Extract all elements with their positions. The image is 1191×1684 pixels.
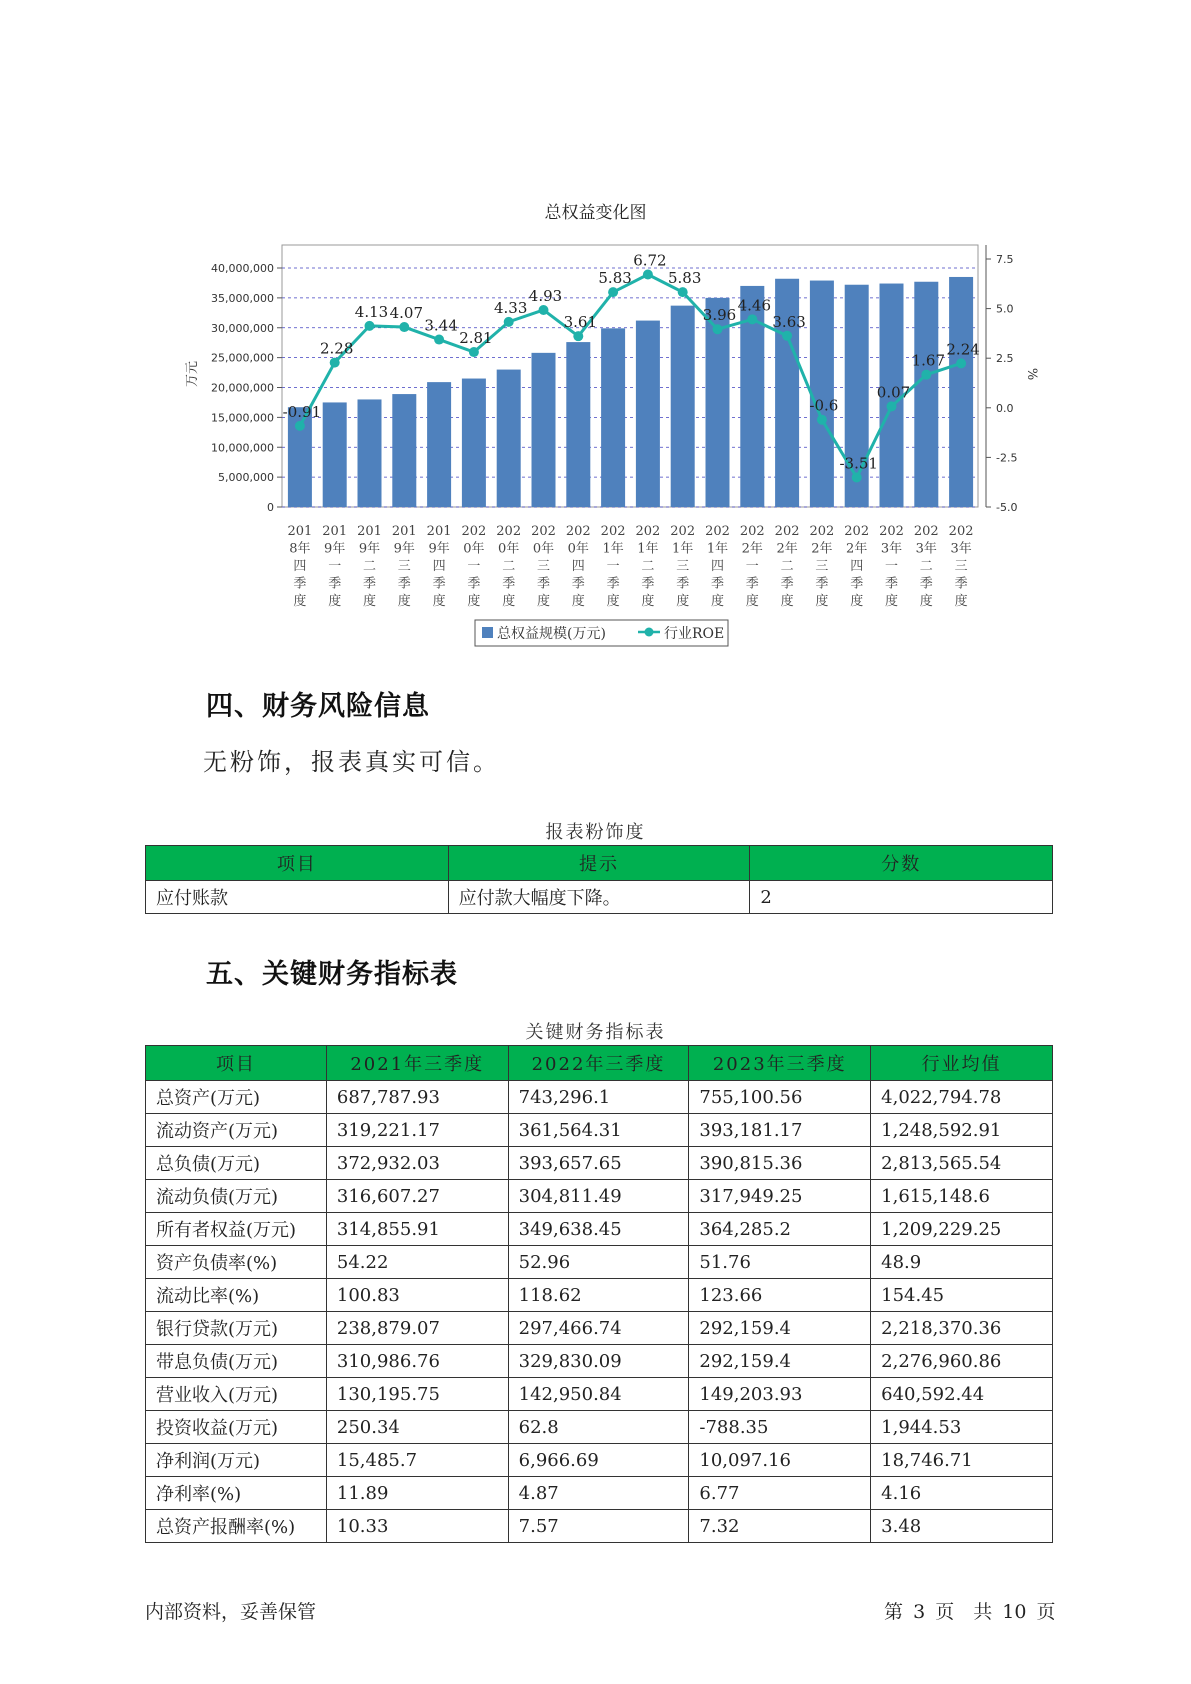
x-tick-label: 季 — [571, 576, 585, 592]
x-tick-label: 一 — [467, 559, 481, 574]
x-tick-label: 二 — [362, 559, 377, 574]
section4-title: 四、财务风险信息 — [206, 691, 430, 722]
bar — [636, 321, 660, 507]
key-indicators-table — [145, 1045, 1053, 1543]
x-tick-label: 202 — [774, 524, 800, 539]
equity-chart — [0, 0, 1191, 660]
x-tick-label: 二 — [502, 559, 516, 574]
x-tick-label: 三 — [815, 559, 829, 574]
table-cell: 1,615,148.6 — [871, 1180, 1053, 1213]
roe-point — [921, 370, 931, 380]
table-row — [146, 1213, 1053, 1246]
roe-point — [399, 322, 409, 332]
x-tick-label: 202 — [705, 524, 730, 539]
x-tick-label: 三 — [676, 559, 690, 574]
table-cell: 10.33 — [326, 1510, 508, 1543]
table-cell: 393,181.17 — [689, 1114, 871, 1147]
page-prefix: 第 — [884, 1601, 904, 1623]
x-tick-label: 一 — [328, 559, 342, 574]
bar — [566, 342, 590, 507]
column-header: 分数 — [750, 846, 1053, 881]
x-tick-label: 度 — [884, 594, 899, 609]
table-cell: 总资产(万元) — [146, 1081, 327, 1114]
table-row — [146, 1411, 1053, 1444]
table-cell: 743,296.1 — [508, 1081, 689, 1114]
y-right-tick-label: 7.5 — [996, 253, 1014, 266]
table-cell: 250.34 — [326, 1411, 508, 1444]
table-cell: 流动资产(万元) — [146, 1114, 327, 1147]
roe-data-label: -0.6 — [809, 396, 839, 415]
x-tick-label: 四 — [432, 559, 446, 574]
table-cell: 营业收入(万元) — [146, 1378, 327, 1411]
roe-data-label: 4.93 — [528, 286, 563, 305]
y-right-tick-label: -5.0 — [996, 501, 1018, 514]
table-cell: 755,100.56 — [689, 1081, 871, 1114]
page-current: 3 — [913, 1601, 926, 1623]
table-cell: 317,949.25 — [689, 1180, 871, 1213]
table-cell: 6,966.69 — [508, 1444, 689, 1477]
roe-data-label: 2.81 — [459, 329, 493, 348]
table-cell: 18,746.71 — [871, 1444, 1053, 1477]
table-cell: 372,932.03 — [326, 1147, 508, 1180]
table-cell: 净利润(万元) — [146, 1444, 327, 1477]
table-cell: 364,285.2 — [689, 1213, 871, 1246]
table-cell: 329,830.09 — [508, 1345, 689, 1378]
roe-point — [504, 317, 514, 327]
x-tick-label: 201 — [357, 524, 382, 539]
table-header-row — [146, 846, 1053, 881]
x-tick-label: 四 — [710, 559, 725, 574]
table-cell: 154.45 — [871, 1279, 1053, 1312]
table-cell: 银行贷款(万元) — [146, 1312, 327, 1345]
x-tick-label: 季 — [536, 576, 551, 592]
section4-text: 无粉饰，报表真实可信。 — [203, 748, 500, 776]
y-left-tick-label: 40,000,000 — [211, 262, 274, 275]
table-cell: 总负债(万元) — [146, 1147, 327, 1180]
x-tick-label: 度 — [293, 594, 307, 609]
x-tick-label: 度 — [328, 594, 342, 609]
x-tick-label: 季 — [432, 576, 446, 592]
table-cell: 48.9 — [871, 1246, 1053, 1279]
x-tick-label: 一 — [745, 559, 759, 574]
key-indicators-table-caption: 关键财务指标表 — [525, 1022, 666, 1043]
x-tick-label: 季 — [954, 576, 968, 592]
column-header: 2021年三季度 — [326, 1046, 508, 1081]
bar — [462, 379, 486, 507]
x-tick-label: 度 — [362, 594, 377, 609]
table-cell: 640,592.44 — [871, 1378, 1053, 1411]
table-row — [146, 1378, 1053, 1411]
table-cell: 123.66 — [689, 1279, 871, 1312]
table-row — [146, 1081, 1053, 1114]
bar — [810, 281, 834, 507]
footer-page-number — [884, 1597, 1056, 1624]
x-tick-label: 季 — [328, 576, 342, 592]
x-tick-label: 2年 — [811, 541, 833, 557]
column-header: 2022年三季度 — [508, 1046, 689, 1081]
x-tick-label: 度 — [606, 594, 620, 609]
y-left-tick-label: 20,000,000 — [211, 381, 274, 395]
y-left-axis-label: 万元 — [185, 360, 200, 388]
table-cell: 7.57 — [508, 1510, 689, 1543]
y-left-tick-label: 25,000,000 — [211, 351, 274, 365]
legend-line-marker — [645, 628, 654, 637]
x-tick-label: 二 — [780, 559, 794, 574]
x-tick-label: 9年 — [324, 541, 346, 557]
table-cell: 100.83 — [326, 1279, 508, 1312]
column-header: 项目 — [146, 846, 449, 881]
column-header: 2023年三季度 — [689, 1046, 871, 1081]
roe-data-label: 0.07 — [876, 383, 911, 402]
x-tick-label: 3年 — [915, 541, 937, 557]
roe-point — [608, 287, 618, 297]
x-tick-label: 度 — [467, 594, 481, 609]
roe-data-label: 4.46 — [737, 296, 772, 315]
x-tick-label: 四 — [571, 559, 585, 574]
table-cell: 130,195.75 — [326, 1378, 508, 1411]
x-tick-label: 度 — [745, 594, 759, 609]
x-tick-label: 季 — [293, 576, 307, 592]
table-row — [146, 1180, 1053, 1213]
table-cell: 3.48 — [871, 1510, 1053, 1543]
x-tick-label: 202 — [461, 524, 487, 539]
table-cell: 净利率(%) — [146, 1477, 327, 1510]
roe-point — [434, 335, 444, 345]
roe-point — [643, 269, 653, 279]
roe-data-label: 3.63 — [772, 312, 806, 331]
table-cell: 15,485.7 — [326, 1444, 508, 1477]
table-cell: 361,564.31 — [508, 1114, 689, 1147]
x-tick-label: 202 — [948, 524, 974, 539]
table-cell: 1,248,592.91 — [871, 1114, 1053, 1147]
x-tick-label: 季 — [919, 576, 933, 592]
x-tick-label: 202 — [565, 524, 591, 539]
x-tick-label: 二 — [919, 559, 933, 574]
x-tick-label: 0年 — [567, 541, 589, 557]
table-cell: 297,466.74 — [508, 1312, 689, 1345]
x-tick-label: 季 — [362, 576, 377, 592]
roe-point — [573, 331, 583, 341]
y-right-tick-label: -2.5 — [996, 451, 1018, 465]
table-cell: 1,209,229.25 — [871, 1213, 1053, 1246]
roe-point — [956, 358, 966, 368]
x-tick-label: 1年 — [602, 541, 624, 557]
table-cell: 资产负债率(%) — [146, 1246, 327, 1279]
x-tick-label: 度 — [571, 594, 585, 609]
window-dressing-table — [145, 845, 1053, 914]
table-row — [146, 1246, 1053, 1279]
x-tick-label: 四 — [850, 559, 864, 574]
x-tick-label: 度 — [919, 594, 933, 609]
table-row — [146, 1147, 1053, 1180]
table-cell: 2,218,370.36 — [871, 1312, 1053, 1345]
table-cell: 310,986.76 — [326, 1345, 508, 1378]
x-tick-label: 季 — [502, 576, 516, 592]
x-tick-label: 201 — [426, 524, 452, 539]
column-header: 项目 — [146, 1046, 327, 1081]
bar — [392, 394, 416, 507]
table-cell: 7.32 — [689, 1510, 871, 1543]
roe-data-label: 3.96 — [702, 306, 737, 325]
table-cell: 314,855.91 — [326, 1213, 508, 1246]
table-cell: -788.35 — [689, 1411, 871, 1444]
roe-data-label: 5.83 — [598, 269, 632, 288]
y-right-tick-label: 5.0 — [996, 302, 1014, 316]
x-tick-label: 3年 — [950, 541, 972, 557]
table-cell: 2,276,960.86 — [871, 1345, 1053, 1378]
table-row — [146, 1477, 1053, 1510]
y-left-tick-label: 5,000,000 — [218, 471, 274, 485]
roe-data-label: 1.67 — [911, 351, 946, 370]
roe-point — [539, 305, 549, 315]
roe-point — [365, 321, 375, 331]
table-cell: 292,159.4 — [689, 1345, 871, 1378]
page-mid: 页 共 — [935, 1601, 993, 1623]
x-tick-label: 0年 — [498, 541, 520, 557]
roe-point — [469, 347, 479, 357]
table-cell: 62.8 — [508, 1411, 689, 1444]
table-header-row — [146, 1046, 1053, 1081]
roe-data-label: 4.07 — [389, 304, 424, 323]
x-tick-label: 201 — [391, 524, 417, 539]
bar — [671, 306, 695, 507]
chart-title: 总权益变化图 — [544, 203, 647, 223]
x-tick-label: 202 — [809, 524, 835, 539]
x-tick-label: 季 — [745, 576, 759, 592]
table-cell: 1,944.53 — [871, 1411, 1053, 1444]
x-tick-label: 度 — [676, 594, 690, 609]
x-tick-label: 201 — [287, 524, 313, 539]
x-tick-label: 202 — [739, 524, 765, 539]
roe-point — [782, 331, 792, 341]
table-cell: 4.16 — [871, 1477, 1053, 1510]
x-tick-label: 202 — [635, 524, 661, 539]
x-tick-label: 季 — [815, 576, 829, 592]
column-header: 提示 — [448, 846, 750, 881]
table-cell: 142,950.84 — [508, 1378, 689, 1411]
table-cell: 54.22 — [326, 1246, 508, 1279]
roe-data-label: 2.28 — [319, 339, 354, 358]
table-cell: 10,097.16 — [689, 1444, 871, 1477]
x-tick-label: 度 — [780, 594, 794, 609]
table-cell: 51.76 — [689, 1246, 871, 1279]
x-tick-label: 季 — [884, 576, 899, 592]
x-tick-label: 季 — [676, 576, 690, 592]
x-tick-label: 二 — [641, 559, 655, 574]
x-tick-label: 2年 — [846, 541, 868, 557]
table-cell: 52.96 — [508, 1246, 689, 1279]
x-tick-label: 1年 — [706, 541, 729, 557]
y-left-tick-label: 10,000,000 — [211, 441, 274, 455]
bar — [497, 370, 521, 507]
equity-chart-svg — [0, 0, 1191, 660]
table-cell: 所有者权益(万元) — [146, 1213, 327, 1246]
x-tick-label: 度 — [641, 594, 655, 609]
y-left-tick-label: 15,000,000 — [211, 411, 274, 425]
x-tick-label: 四 — [293, 559, 307, 574]
bar — [427, 382, 451, 507]
x-tick-label: 202 — [496, 524, 522, 539]
page-total: 10 — [1002, 1601, 1027, 1623]
table-cell: 2 — [750, 881, 1053, 914]
x-tick-label: 3年 — [880, 541, 903, 557]
x-tick-label: 一 — [884, 559, 899, 574]
bar — [601, 328, 625, 507]
bar — [358, 399, 382, 507]
x-tick-label: 三 — [954, 559, 968, 574]
x-tick-label: 202 — [531, 524, 556, 539]
table-cell: 应付账款 — [146, 881, 449, 914]
y-left-tick-label: 35,000,000 — [211, 291, 274, 305]
legend-bar-swatch — [482, 627, 493, 638]
roe-data-label: 4.33 — [493, 298, 528, 317]
x-tick-label: 一 — [606, 559, 620, 574]
table-cell: 11.89 — [326, 1477, 508, 1510]
footer-confidential-note: 内部资料，妥善保管 — [145, 1601, 317, 1623]
x-tick-label: 1年 — [637, 541, 659, 557]
x-tick-label: 9年 — [358, 541, 381, 557]
legend-line-label: 行业ROE — [664, 626, 725, 642]
x-tick-label: 9年 — [393, 541, 415, 557]
window-dressing-table-caption: 报表粉饰度 — [545, 822, 646, 843]
roe-data-label: -3.51 — [839, 454, 878, 473]
roe-data-label: 2.24 — [946, 340, 980, 359]
x-tick-label: 度 — [850, 594, 864, 609]
x-tick-label: 202 — [670, 524, 696, 539]
roe-data-label: 4.13 — [354, 302, 389, 321]
bar — [323, 402, 347, 507]
x-tick-label: 季 — [641, 576, 655, 592]
x-tick-label: 202 — [600, 524, 626, 539]
section5-title: 五、关键财务指标表 — [206, 959, 458, 990]
x-tick-label: 1年 — [672, 541, 694, 557]
x-tick-label: 201 — [322, 524, 348, 539]
table-cell: 6.77 — [689, 1477, 871, 1510]
roe-point — [295, 421, 305, 431]
x-tick-label: 0年 — [532, 541, 555, 557]
table-cell: 349,638.45 — [508, 1213, 689, 1246]
table-cell: 687,787.93 — [326, 1081, 508, 1114]
table-row — [146, 881, 1053, 914]
table-cell: 238,879.07 — [326, 1312, 508, 1345]
roe-data-label: 5.83 — [667, 269, 702, 288]
bar — [532, 353, 556, 507]
x-tick-label: 季 — [710, 576, 725, 592]
x-tick-label: 202 — [844, 524, 870, 539]
x-tick-label: 度 — [710, 594, 725, 609]
x-tick-label: 202 — [879, 524, 904, 539]
table-cell: 393,657.65 — [508, 1147, 689, 1180]
bar — [949, 277, 973, 507]
column-header: 行业均值 — [871, 1046, 1053, 1081]
table-cell: 总资产报酬率(%) — [146, 1510, 327, 1543]
table-row — [146, 1444, 1053, 1477]
roe-data-label: -0.91 — [282, 402, 322, 421]
table-cell: 流动负债(万元) — [146, 1180, 327, 1213]
table-cell: 4,022,794.78 — [871, 1081, 1053, 1114]
x-tick-label: 三 — [536, 559, 551, 574]
roe-data-label: 6.72 — [633, 251, 667, 270]
y-left-tick-label: 30,000,000 — [211, 321, 274, 335]
roe-point — [817, 415, 827, 425]
table-row — [146, 1114, 1053, 1147]
x-tick-label: 季 — [606, 576, 620, 592]
x-tick-label: 三 — [397, 559, 411, 574]
table-row — [146, 1510, 1053, 1543]
bar — [914, 282, 938, 507]
roe-data-label: 3.61 — [563, 313, 598, 332]
x-tick-label: 2年 — [776, 541, 798, 557]
x-tick-label: 度 — [536, 594, 551, 609]
x-tick-label: 度 — [397, 594, 411, 609]
roe-point — [330, 358, 340, 368]
x-tick-label: 9年 — [428, 541, 450, 557]
table-cell: 4.87 — [508, 1477, 689, 1510]
table-cell: 流动比率(%) — [146, 1279, 327, 1312]
roe-point — [887, 401, 897, 411]
table-row — [146, 1279, 1053, 1312]
y-left-tick-label: 0 — [267, 501, 274, 514]
x-tick-label: 8年 — [289, 541, 311, 557]
table-cell: 投资收益(万元) — [146, 1411, 327, 1444]
x-tick-label: 0年 — [463, 541, 485, 557]
y-right-tick-label: 2.5 — [996, 352, 1014, 366]
x-tick-label: 季 — [780, 576, 794, 592]
roe-point — [713, 324, 723, 334]
table-cell: 292,159.4 — [689, 1312, 871, 1345]
table-cell: 带息负债(万元) — [146, 1345, 327, 1378]
table-cell: 149,203.93 — [689, 1378, 871, 1411]
roe-point — [678, 287, 688, 297]
x-tick-label: 度 — [954, 594, 968, 609]
roe-point — [747, 314, 757, 324]
x-tick-label: 季 — [850, 576, 864, 592]
table-row — [146, 1312, 1053, 1345]
x-tick-label: 2年 — [741, 541, 763, 557]
x-tick-label: 度 — [432, 594, 446, 609]
table-cell: 316,607.27 — [326, 1180, 508, 1213]
y-right-tick-label: 0.0 — [996, 401, 1014, 415]
legend-bar-label: 总权益规模(万元) — [497, 626, 606, 642]
table-cell: 319,221.17 — [326, 1114, 508, 1147]
x-tick-label: 度 — [502, 594, 516, 609]
roe-point — [852, 472, 862, 482]
table-cell: 390,815.36 — [689, 1147, 871, 1180]
table-cell: 304,811.49 — [508, 1180, 689, 1213]
page-suffix: 页 — [1036, 1601, 1056, 1623]
table-cell: 2,813,565.54 — [871, 1147, 1053, 1180]
roe-data-label: 3.44 — [424, 316, 458, 335]
x-tick-label: 季 — [397, 576, 411, 592]
x-tick-label: 度 — [815, 594, 829, 609]
x-tick-label: 季 — [467, 576, 481, 592]
table-row — [146, 1345, 1053, 1378]
y-right-axis-label: % — [1024, 367, 1039, 381]
table-cell: 118.62 — [508, 1279, 689, 1312]
x-tick-label: 202 — [913, 524, 939, 539]
table-cell: 应付款大幅度下降。 — [448, 881, 750, 914]
